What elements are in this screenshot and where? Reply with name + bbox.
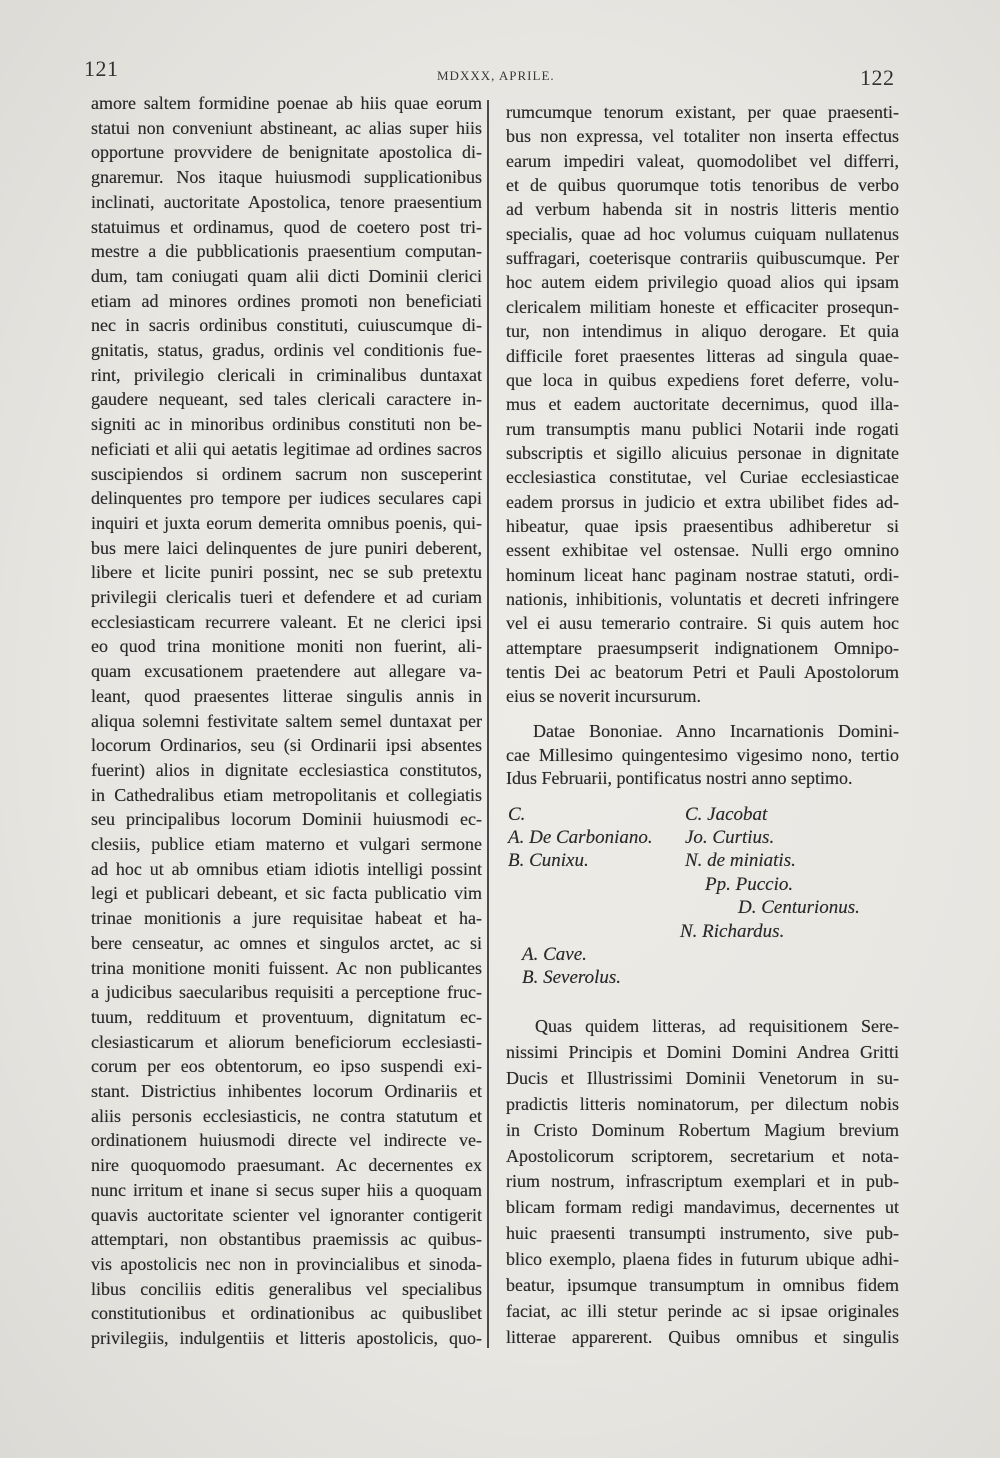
text-line: legi et publicari debeant, et sic facta publicatio vim xyxy=(91,883,482,904)
text-line: trina monitione moniti fuissent. Ac non publicantes xyxy=(91,957,482,978)
dating-line: Datae Bononiae. Anno Incarnationis Domini- xyxy=(533,721,899,741)
signature: C. xyxy=(508,804,526,825)
column-rule xyxy=(487,100,489,1348)
text-line: leant, quod praesentes litterae singulis annis in xyxy=(91,685,482,706)
text-line: libere et licite puniri possint, nec se sub pretextu xyxy=(91,562,482,583)
text-line: rium nostrum, infrascriptum exemplari et in pub- xyxy=(506,1171,899,1192)
text-line: a judicibus saecularibus requisiti a perceptione fruc- xyxy=(91,982,482,1003)
text-line: inclinati, auctoritate Apostolica, tenore praesentium xyxy=(91,191,482,212)
text-line: seu principalibus locorum Dominii huiusmodi ec- xyxy=(91,809,482,830)
text-line: earum impediri valeat, quomodolibet vel differri, xyxy=(506,150,899,171)
signature: Jo. Curtius. xyxy=(685,827,775,848)
text-line: fuerint) alios in dignitate ecclesiastica constitutos, xyxy=(91,759,482,780)
text-line: nire quoquomodo praesumant. Ac decernentes ex xyxy=(91,1155,482,1176)
text-line: bus non expressa, vel totaliter non inserta effectus xyxy=(506,126,899,147)
text-line: amore saltem formidine poenae ab hiis quae eorum xyxy=(91,93,482,113)
text-line: nissimi Principis et Domini Domini Andrea Gritti xyxy=(506,1041,899,1062)
text-line: gaudere nequeant, sed tales clericali caractere in- xyxy=(91,389,482,410)
signature: B. Severolus. xyxy=(522,967,622,988)
text-line: rum transumptis manu publici Notarii inde rogati xyxy=(506,418,899,439)
text-line: beatur, ipsumque transumptum in omnibus fidem xyxy=(506,1275,899,1295)
text-line: ecclesiastica constitutae, vel Curiae ecclesiasticae xyxy=(506,467,899,488)
text-line: eo quod trina monitione moniti non fuerint, ali- xyxy=(91,636,482,657)
text-line: opportune provvidere de benignitate apostolica di- xyxy=(91,142,482,163)
text-line: hibeatur, quae ipsis praesentibus adhiberetur si xyxy=(506,515,899,536)
signature: B. Cunixu. xyxy=(508,850,589,871)
text-line: bere censeatur, ac omnes et singulos arctet, ac si xyxy=(91,932,482,953)
text-line: hoc autem eidem privilegio quoad alios qui ipsam xyxy=(506,272,899,293)
text-line: blicam formam redigi mandavimus, decernentes ut xyxy=(506,1197,899,1218)
text-line: ad hoc ut ab omnibus etiam idiotis intelligi possint xyxy=(91,858,482,879)
text-line: constitutionibus et ordinationibus ac quibuslibet xyxy=(91,1303,482,1324)
text-line: Quas quidem litteras, ad requisitionem Sere- xyxy=(535,1016,899,1036)
text-line: pradictis litteris nominatorum, per dilectum nobis xyxy=(506,1093,899,1114)
text-line: rumcumque tenorum existant, per quae praesenti- xyxy=(506,102,899,122)
text-line: ad verbum habenda sit in nostris litteris mentio xyxy=(506,199,899,220)
text-line: huic praesenti transumpti instrumento, sive pub- xyxy=(506,1223,899,1244)
text-line: faciat, ac illi stetur perinde ac si ipsae originales xyxy=(506,1300,899,1321)
text-line: statui non conveniunt abstineant, ac alias super hiis xyxy=(91,117,482,138)
text-line: subscriptis et sigillo alicuius personae in dignitate xyxy=(506,442,899,463)
text-line: gnitatis, status, gradus, ordinis vel conditionis fue- xyxy=(91,340,482,360)
text-line: Apostolicorum scriptorem, secretarium et nota- xyxy=(506,1145,899,1166)
text-line: tuum, reddituum et proventuum, dignitatum ec- xyxy=(91,1006,482,1027)
text-line: in Cristo Dominum Robertum Magium brevium xyxy=(506,1119,899,1140)
signature: N. de miniatis. xyxy=(685,850,796,871)
text-line: inquiri et juxta eorum demerita omnibus poenis, qui- xyxy=(91,512,482,533)
text-line: blico exemplo, plaena fides in futurum ubique adhi- xyxy=(506,1249,899,1270)
text-line: bus mere laici delinquentes de jure puniri deberent, xyxy=(91,537,482,558)
text-line: statuimus et ordinamus, quod de coetero post tri- xyxy=(91,216,482,237)
text-line: eius se noverit incursurum. xyxy=(506,686,701,707)
text-line: specialis, quae ad hoc volumus cuiquam nullatenus xyxy=(506,223,899,244)
text-line: in Cathedralibus etiam metropolitanis et collegiatis xyxy=(91,784,482,805)
text-line: stant. Districtius inhibentes locorum Ordinariis et xyxy=(91,1081,482,1101)
text-line: clesiis, publice etiam materno et vulgari sermone xyxy=(91,834,482,854)
text-line: vel ei ausu temerario contraire. Si quis autem hoc xyxy=(506,613,899,634)
text-line: etiam ad minores ordines promoti non beneficiati xyxy=(91,290,482,311)
text-line: dum, tam coniugati quam alii dicti Dominii clerici xyxy=(91,265,482,286)
text-line: quam excusationem praetendere aut allegare va- xyxy=(91,661,482,682)
text-line: clesiasticarum et aliorum beneficiorum ecclesiasti- xyxy=(91,1031,482,1052)
text-line: hominum liceat hanc paginam nostrae statuti, ordi- xyxy=(506,564,899,585)
text-line: difficile foret praesentes litteras ad singula quae- xyxy=(506,345,899,366)
text-line: gnaremur. Nos itaque huiusmodi supplicationibus xyxy=(91,167,482,188)
dating-line: Idus Februarii, pontificatus nostri anno septimo. xyxy=(506,768,853,788)
text-line: suffragari, coeterisque contrariis quibuscumque. Per xyxy=(506,248,899,269)
text-line: privilegii clericalis tueri et defendere et ad curiam xyxy=(91,587,482,607)
text-line: delinquentes pro tempore per iudices seculares capi xyxy=(91,488,482,509)
text-line: nec in sacris ordinibus constituti, cuiuscumque di- xyxy=(91,315,482,336)
text-line: clericalem militiam honeste et efficaciter prosequn- xyxy=(506,296,899,317)
text-line: suscipiendos si ordinem sacrum non susceperint xyxy=(91,463,482,484)
text-line: signiti ac in minoribus ordinibus constituti non be- xyxy=(91,414,482,435)
text-line: neficiati et alii qui aetatis legitimae ad ordines sacros xyxy=(91,438,482,459)
signature: N. Richardus. xyxy=(680,921,785,942)
signature: Pp. Puccio. xyxy=(705,874,794,895)
text-line: ecclesiasticam recurrere valeant. Et ne clerici ipsi xyxy=(91,611,482,632)
text-line: eadem prorsus in judicio et extra ubilibet fides ad- xyxy=(506,491,899,512)
text-line: rint, privilegio clericali in criminalibus duntaxat xyxy=(91,364,482,385)
text-line: nunc irritum et inane si secus super hiis a quoquam xyxy=(91,1179,482,1200)
text-line: mestre a die pubblicationis praesentium computan- xyxy=(91,241,482,262)
signature: D. Centurionus. xyxy=(738,897,860,918)
text-line: attemptare praesumpserit indignationem Omnipo- xyxy=(506,637,899,658)
text-line: privilegiis, indulgentiis et litteris apostolicis, quo- xyxy=(91,1328,482,1348)
text-line: nationis, inhibitionis, voluntatis et decreti infringere xyxy=(506,589,899,609)
text-line: aliis personis ecclesiasticis, ne contra statutum et xyxy=(91,1105,482,1126)
text-line: vis apostolicis nec non in provincialibus et sinoda- xyxy=(91,1253,482,1274)
signature: C. Jacobat xyxy=(685,804,768,825)
page-number-left: 121 xyxy=(84,56,119,81)
running-title: MDXXX, APRILE. xyxy=(437,68,555,83)
text-line: libus conciliis editis generalibus vel specialibus xyxy=(91,1278,482,1299)
text-line: mus et eadem auctoritate decernimus, quod illa- xyxy=(506,394,899,415)
text-line: ordinationem huiusmodi directe vel indirecte ve- xyxy=(91,1130,482,1151)
text-line: aliqua solemni festivitate saltem semel duntaxat per xyxy=(91,710,482,731)
text-line: trinae monitionis a jure requisitae habeat et ha- xyxy=(91,908,482,929)
text-line: que loca in quibus expediens foret deferre, volu- xyxy=(506,369,899,390)
signature: A. Cave. xyxy=(522,944,587,965)
text-line: Ducis et Illustrissimi Dominii Venetorum in su- xyxy=(506,1067,899,1088)
text-line: corum per eos obtentorum, eo ipso suspendi exi- xyxy=(91,1056,482,1077)
text-line: locorum Ordinarios, seu (si Ordinarii ipsi absentes xyxy=(91,735,482,756)
text-line: et de quibus quorumque totis tenoribus de verbo xyxy=(506,175,899,196)
text-line: quavis auctoritate scienter vel ignoranter contigerit xyxy=(91,1204,482,1225)
page-number-right: 122 xyxy=(860,65,895,90)
text-line: tentis Dei ac beatorum Petri et Pauli Apostolorum xyxy=(506,662,899,683)
signature: A. De Carboniano. xyxy=(508,827,653,848)
text-line: tur, non intendimus in aliquo derogare. Et quia xyxy=(506,321,899,342)
text-line: essent exhibitae vel ostensae. Nulli ergo omnino xyxy=(506,540,899,561)
text-line: attemptari, non obstantibus praemissis ac quibus- xyxy=(91,1229,482,1250)
text-line: litterae apparerent. Quibus omnibus et singulis xyxy=(506,1326,899,1347)
dating-line: cae Millesimo quingentesimo vigesimo nono, tertio xyxy=(506,744,899,765)
